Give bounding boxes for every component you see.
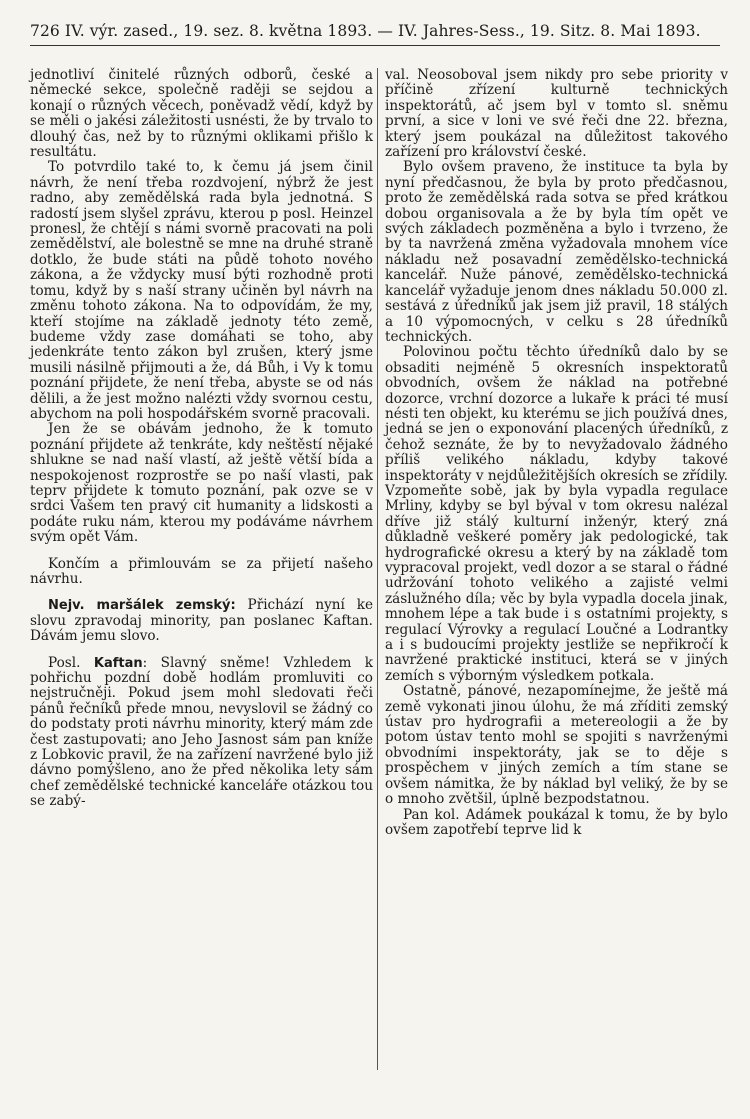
speech-paragraph — [30, 598, 373, 644]
column-divider — [377, 68, 378, 1070]
speech-text: Přichází nyní ke slovu zpravodaj minority, pan poslanec Kaftan. Dávám jemu slovo. — [30, 597, 373, 645]
paragraph: Bylo ovšem praveno, že instituce ta byla by nyní předčasnou, že byla by proto předčasnou, proto že zemědělská rada sotva se před krátkou dobou organisovala a že by byla tím opět ve svých základech pozměněna a bylo i tvrzeno, že by ta navržená změna vyžadovala mnohem více nákladu než posavadní zemědělsko-technická kancelář. Nuže pánové, zemědělsko-technická kancelář vyžaduje jenom dnes nákladu 50.000 zl. sestává z úředníků jak jsem již pravil, 18 stálých a 10 výpomocných, v celku s 28 úředníků technických. — [385, 159, 728, 345]
paragraph: Ostatně, pánové, nezapomínejme, že ještě má země vykonati jinou úlohu, že má zříditi zemský ústav pro hydrografii a metereologii a že by potom ústav tento mohl se spojiti s navrženými obvodními inspektoráty, jak se to děje s prospěchem v jiných zemích a tím stane se ovšem námitka, že by náklad byl veliký, že by se o mnoho zvětšil, úplně bezpodstatnou. — [385, 683, 728, 808]
paragraph: Jen že se obávám jednoho, že k tomuto poznání přijdete až tenkráte, kdy neštěstí nějaké shlukne se nad naší vlastí, až ještě větší bída a nespokojenost rozprostře se po naší vlasti, pak teprv přijdete k tomuto poznání, pak ozve se v srdci Vašem ten pravý cit humanity a lidskosti a podáte ruku nám, kterou my podáváme návrhem svým opět Vám. — [30, 421, 373, 546]
header-rule — [30, 45, 720, 46]
speech-paragraph — [30, 656, 373, 810]
paragraph: Polovinou počtu těchto úředníků dalo by se obsaditi nejméně 5 okresních inspektoratů obvodních, ovšem že náklad na potřebné dozorce, vrchní dozorce a lukaře k práci té musí nésti ten objekt, ku kterému se jich používá dnes, jedná se jen o exponování placených úředníků, z čehož seznáte, že by to nevyžadovalo žádného příliš velikého nákladu, kdyby takové inspektoráty v nejdůležitějších okresích se zřídily. Vzpomeňte sobě, jak by byla vypadla regulace Mrliny, kdyby se byl býval v tom okresu nalézal dříve již stálý kulturní inženýr, který zná důkladně veškeré poměry jak pedologické, tak hydrografické okresu a který by na základě tom vypracoval projekt, vedl dozor a se staral o řádné udržování tohoto velikého a zajisté velmi záslužného díla; věc by byla vypadla docela jinak, mnohem lépe a tak bude i s ostatními projekty, s regulací Výrovky a regulací Loučné a Lodrantky a i s budoucími projekty jestliže se nepřikročí k navržené praktické instituci, která se v jiných zemích s výborným výsledkem potkala. — [385, 344, 728, 684]
paragraph: Končím a přimlouvám se za přijetí našeho návrhu. — [30, 555, 373, 587]
speaker-name: Kaftan — [93, 655, 143, 671]
paragraph: Pan kol. Adámek poukázal k tomu, že by bylo ovšem zapotřebí teprve lid k — [385, 806, 728, 838]
paragraph: val. Neosoboval jsem nikdy pro sebe priority v příčině zřízení kulturně technických inspektorátů, ač jsem byl v tomto sl. sněmu první, a sice v loni ve své řeči dne 22. března, který jsem poukázal na důležitost takového zařízení pro království české. — [385, 67, 728, 161]
page-header: 726 IV. výr. zased., 19. sez. 8. května 1893. — IV. Jahres-Sess., 19. Sitz. 8. Mai 1893. — [30, 22, 701, 40]
right-column — [385, 68, 728, 838]
speech-text: : Slavný sněme! Vzhledem k pohřichu pozdní době hodlám promluviti co nejstručněji. Pokud jsem mohl sledovati řeči pánů řečníků přede mnou, nevyslovil se žádný co do podstaty proti návrhu minority, který mám zde čest zastupovati; ano Jeho Jasnost sám pan kníže z Lobkovic pravil, že na zařízení navržené bylo již dávno pomýšleno, ano že před několika lety sám chef zemědělské technické kanceláře otázkou tou se zabý- — [30, 654, 374, 810]
speaker-prefix: Posl. — [48, 654, 94, 671]
paragraph: To potvrdilo také to, k čemu já jsem činil návrh, že není třeba rozdvojení, nýbrž že jest radno, aby zemědělská rada byla jednotná. S radostí jsem slyšel zprávu, kterou p posl. Heinzel pronesl, že chtějí s námi svorně pracovati na poli zemědělství, ale bolestně se mne na druhé straně dotklo, že bude státi na půdě tohoto nového zákona, a že vždycky musí býti rozhodně proti tomu, když by s naší strany učiněn byl návrh na změnu tohoto zákona. Na to odpovídám, že my, kteří stojíme na základě jednoty této země, budeme vždy zase domáhati se toho, aby jedenkráte tento zákon byl zrušen, který jsme musili násilně přijmouti a že, dá Bůh, i Vy k tomu poznání přijdete, že není třeba, abyste se od nás dělili, a že jest možno nalézti vždy svornou cestu, abychom na poli hospodářském svorně pracovali. — [30, 159, 373, 422]
left-column — [30, 68, 373, 810]
paragraph: jednotliví činitelé různých odborů, české a německé sekce, společně raději se sejdou a konají o různých věcech, poněvadž vědí, když by se měli o jakési záležitosti usnésti, že by trvalo to dlouhý čas, než by to různými oklikami přišlo k resultátu. — [30, 67, 373, 161]
speaker-name: Nejv. maršálek zemský: — [48, 598, 236, 614]
